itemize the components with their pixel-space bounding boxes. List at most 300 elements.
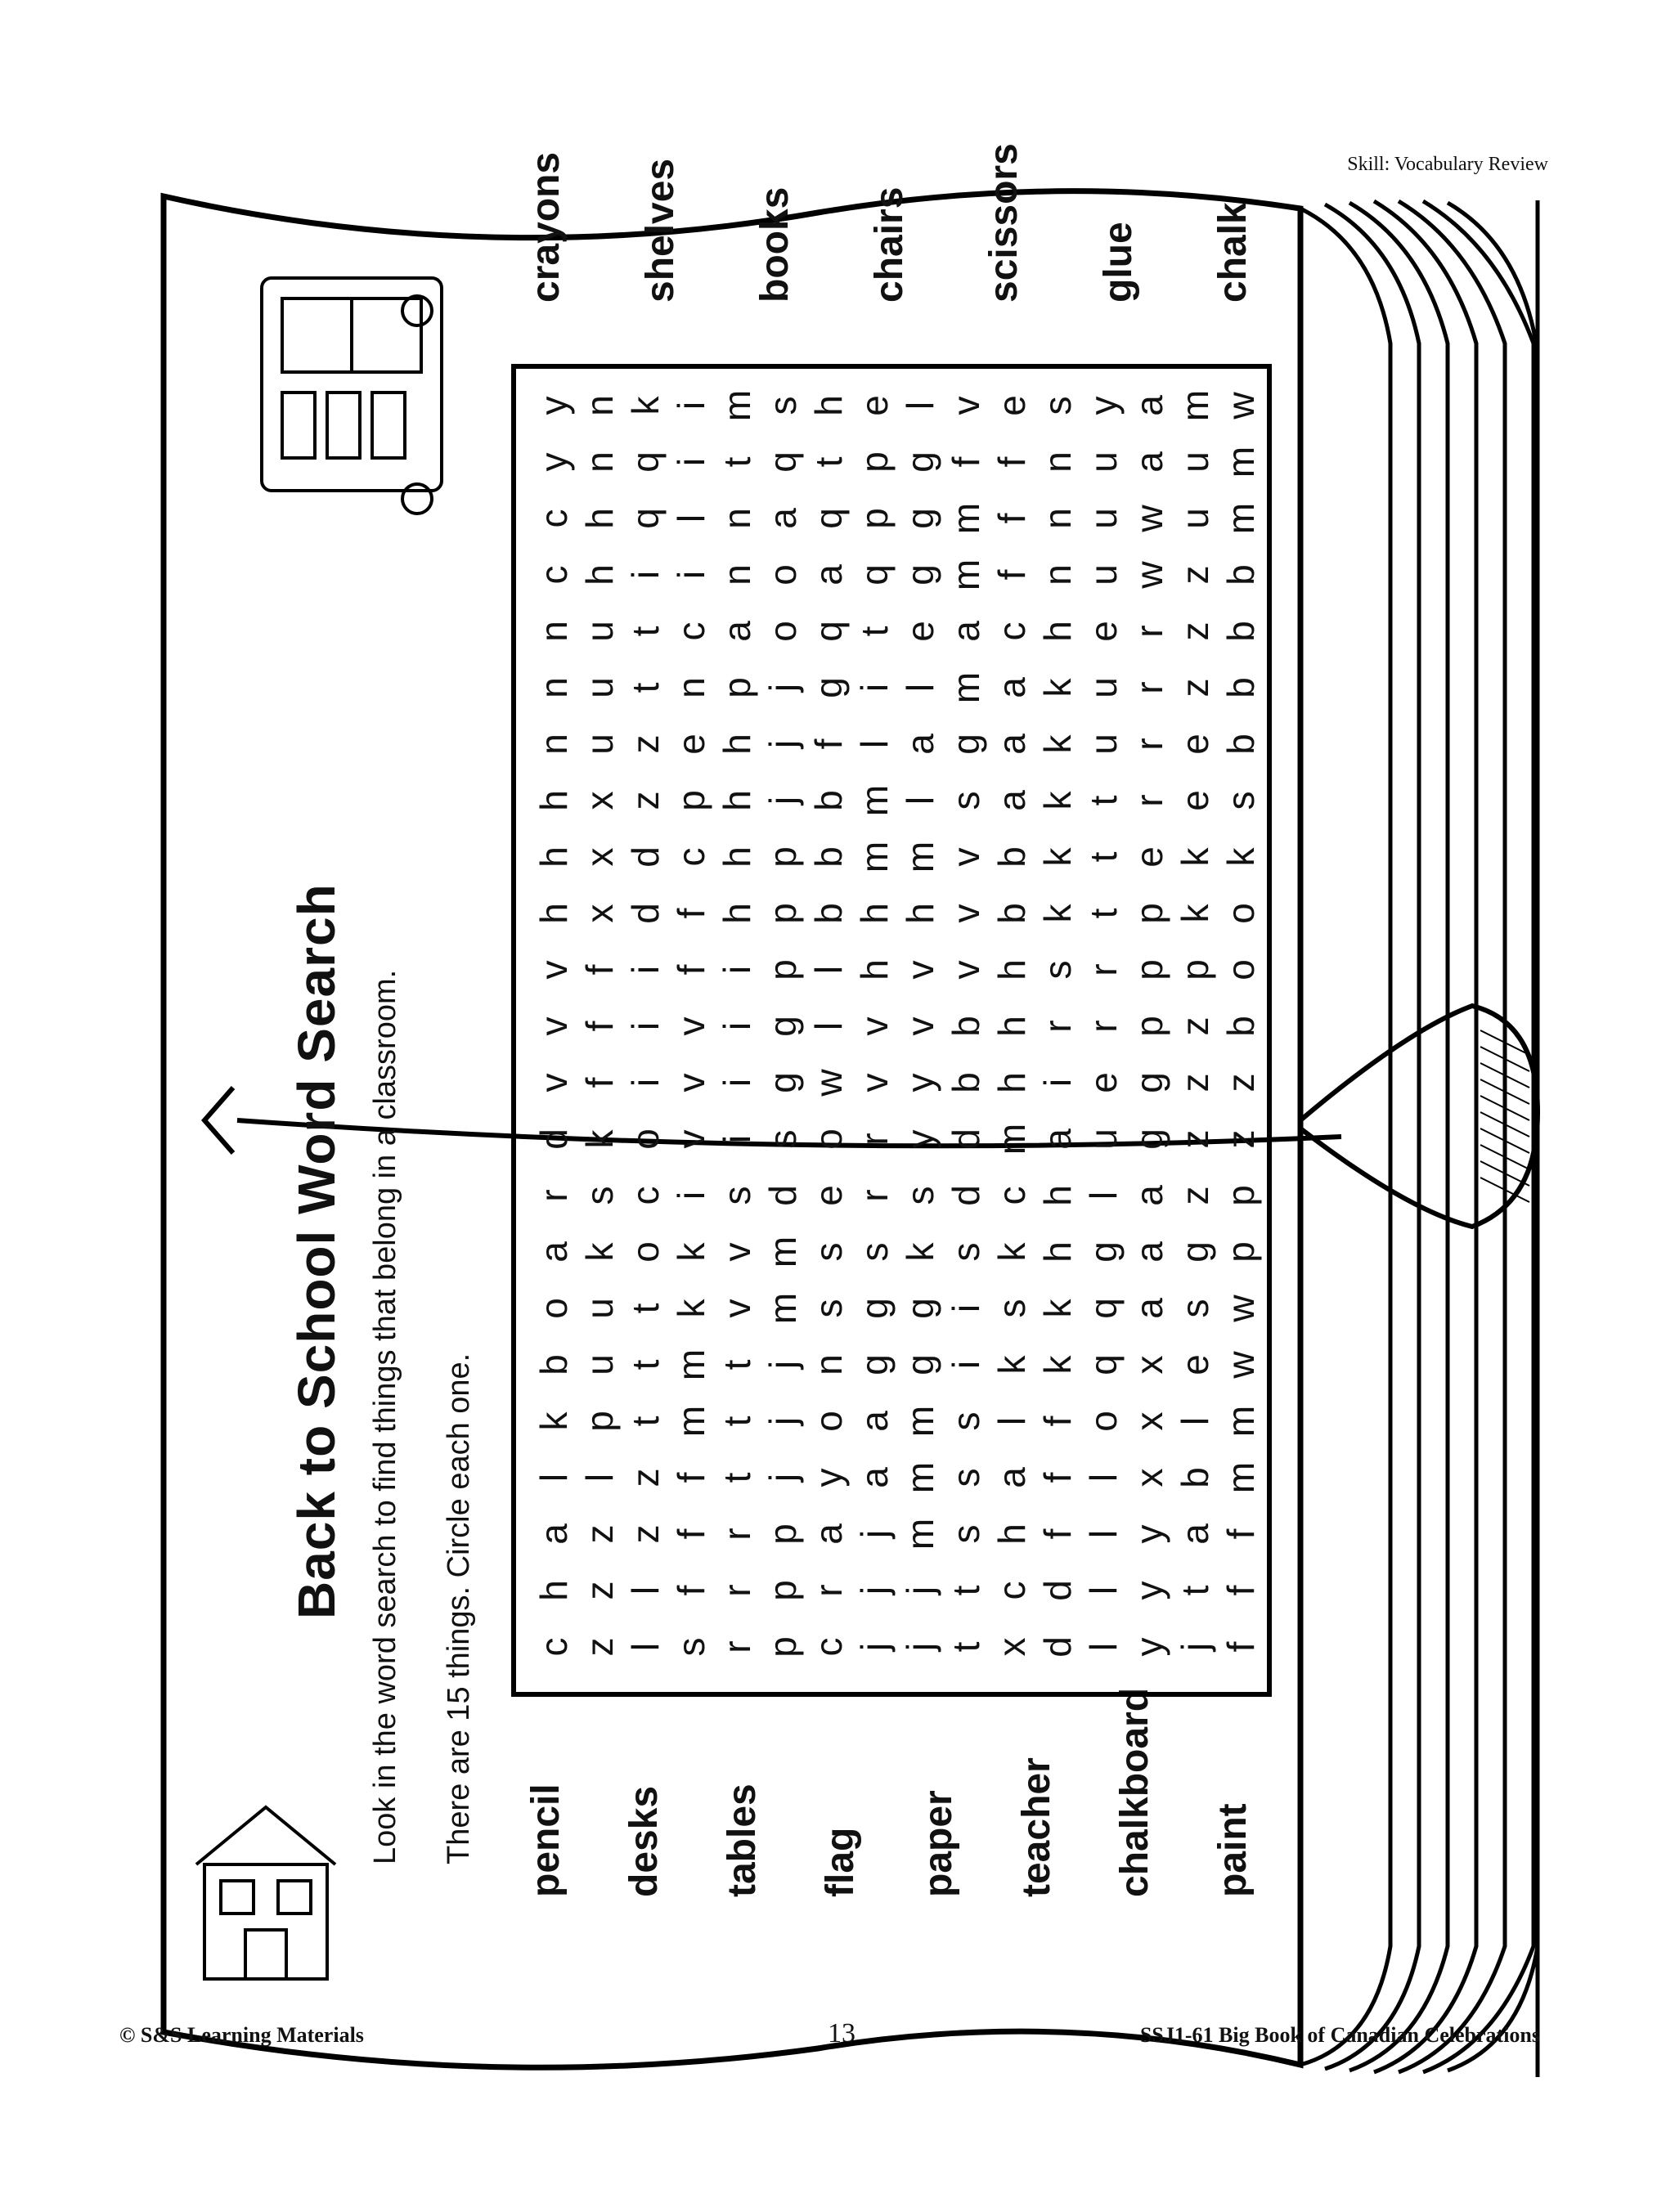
grid-letter[interactable]: u [578,1298,621,1319]
grid-letter[interactable]: k [1036,847,1079,867]
grid-letter[interactable]: n [716,564,758,586]
grid-letter[interactable]: g [761,1072,804,1093]
grid-letter[interactable]: k [1174,847,1216,867]
grid-letter[interactable]: a [1036,1128,1079,1150]
grid-letter[interactable]: s [945,1524,987,1544]
grid-letter[interactable]: f [670,1472,712,1483]
grid-letter[interactable]: k [1036,1355,1079,1375]
grid-letter[interactable]: b [1219,677,1262,698]
grid-letter[interactable]: z [1174,565,1216,585]
grid-letter[interactable]: p [853,508,896,529]
grid-letter[interactable]: i [624,1021,667,1031]
grid-letter[interactable]: s [990,1299,1033,1318]
grid-letter[interactable]: v [532,1016,575,1036]
grid-letter[interactable]: e [670,734,712,755]
grid-letter[interactable]: l [899,796,941,805]
grid-letter[interactable]: a [716,621,758,642]
grid-letter[interactable]: p [853,451,896,473]
grid-letter[interactable]: p [1128,903,1170,924]
grid-letter[interactable]: h [716,790,758,811]
grid-letter[interactable]: k [990,1242,1033,1262]
grid-letter[interactable]: z [1219,1073,1262,1093]
grid-letter[interactable]: t [1082,851,1125,863]
grid-letter[interactable]: e [807,1185,850,1206]
grid-letter[interactable]: s [899,1186,941,1205]
grid-letter[interactable]: p [1219,1241,1262,1263]
grid-letter[interactable]: b [990,903,1033,924]
grid-letter[interactable]: c [990,1581,1033,1600]
grid-letter[interactable]: h [899,903,941,924]
grid-letter[interactable]: y [1128,1524,1170,1544]
grid-letter[interactable]: p [1174,959,1216,980]
grid-letter[interactable]: v [899,960,941,980]
grid-letter[interactable]: c [532,1637,575,1657]
grid-letter[interactable]: a [899,734,941,755]
grid-letter[interactable]: h [532,903,575,924]
grid-letter[interactable]: b [532,1354,575,1375]
grid-letter[interactable]: x [1128,1468,1170,1487]
grid-letter[interactable]: a [945,621,987,642]
grid-letter[interactable]: g [761,1016,804,1037]
grid-letter[interactable]: d [761,1185,804,1206]
grid-letter[interactable]: s [945,1411,987,1431]
grid-letter[interactable]: f [1219,1528,1262,1540]
grid-letter[interactable]: p [1128,1016,1170,1037]
grid-letter[interactable]: c [670,621,712,641]
grid-letter[interactable]: g [1082,1241,1125,1263]
grid-letter[interactable]: m [761,1236,804,1268]
grid-letter[interactable]: w [1219,392,1262,420]
grid-letter[interactable]: t [945,1585,987,1596]
grid-letter[interactable]: f [1036,1528,1079,1540]
grid-letter[interactable]: a [990,734,1033,755]
grid-letter[interactable]: t [624,1359,667,1371]
grid-letter[interactable]: j [761,1473,804,1483]
grid-letter[interactable]: m [899,1461,941,1494]
grid-letter[interactable]: m [1219,446,1262,478]
grid-letter[interactable]: t [1082,908,1125,919]
grid-letter[interactable]: l [1082,1191,1125,1200]
grid-letter[interactable]: m [899,1405,941,1438]
grid-letter[interactable]: h [990,1072,1033,1093]
grid-letter[interactable]: b [807,903,850,924]
grid-letter[interactable]: a [807,1523,850,1545]
grid-letter[interactable]: l [624,1586,667,1595]
grid-letter[interactable]: i [716,1078,758,1088]
grid-letter[interactable]: m [853,841,896,873]
grid-letter[interactable]: m [899,1518,941,1550]
grid-letter[interactable]: f [1219,1641,1262,1653]
grid-letter[interactable]: g [853,1298,896,1319]
grid-letter[interactable]: a [761,508,804,529]
grid-letter[interactable]: r [853,1189,896,1202]
grid-letter[interactable]: v [716,1242,758,1262]
grid-letter[interactable]: i [716,1021,758,1031]
grid-letter[interactable]: a [853,1467,896,1488]
grid-letter[interactable]: m [899,841,941,873]
grid-letter[interactable]: c [807,1637,850,1657]
grid-letter[interactable]: b [1219,734,1262,755]
grid-letter[interactable]: z [1174,678,1216,698]
grid-letter[interactable]: g [807,677,850,698]
grid-letter[interactable]: i [670,570,712,580]
grid-letter[interactable]: h [716,903,758,924]
grid-letter[interactable]: x [578,847,621,867]
grid-letter[interactable]: k [1036,678,1079,698]
grid-letter[interactable]: o [1082,1411,1125,1432]
grid-letter[interactable]: r [532,1189,575,1202]
grid-letter[interactable]: g [853,1354,896,1375]
grid-letter[interactable]: e [1128,846,1170,868]
grid-letter[interactable]: n [532,677,575,698]
grid-letter[interactable]: u [1082,734,1125,755]
grid-letter[interactable]: k [670,1242,712,1262]
grid-letter[interactable]: t [624,682,667,693]
grid-letter[interactable]: o [624,1128,667,1150]
grid-letter[interactable]: v [945,960,987,980]
grid-letter[interactable]: r [1128,738,1170,751]
grid-letter[interactable]: h [578,508,621,529]
grid-letter[interactable]: t [716,456,758,468]
grid-letter[interactable]: j [853,1586,896,1595]
grid-letter[interactable]: s [945,791,987,810]
grid-letter[interactable]: l [578,1473,621,1483]
grid-letter[interactable]: h [990,959,1033,980]
grid-letter[interactable]: d [532,1128,575,1150]
grid-letter[interactable]: q [807,621,850,642]
grid-letter[interactable]: j [761,1416,804,1426]
grid-letter[interactable]: s [945,1242,987,1262]
grid-letter[interactable]: f [670,1585,712,1596]
grid-letter[interactable]: e [1082,621,1125,642]
grid-letter[interactable]: h [990,1523,1033,1545]
grid-letter[interactable]: v [945,904,987,923]
grid-letter[interactable]: j [761,1360,804,1370]
grid-letter[interactable]: x [578,904,621,923]
grid-letter[interactable]: o [807,1411,850,1432]
grid-letter[interactable]: l [1082,1529,1125,1539]
grid-letter[interactable]: k [1036,904,1079,923]
grid-letter[interactable]: i [853,683,896,693]
grid-letter[interactable]: o [1219,959,1262,980]
grid-letter[interactable]: r [716,1584,758,1597]
grid-letter[interactable]: w [1128,561,1170,589]
grid-letter[interactable]: c [532,565,575,585]
grid-letter[interactable]: m [1219,1405,1262,1438]
grid-letter[interactable]: q [853,564,896,586]
grid-letter[interactable]: b [945,1016,987,1037]
grid-letter[interactable]: k [1219,847,1262,867]
grid-letter[interactable]: h [532,790,575,811]
grid-letter[interactable]: s [716,1186,758,1205]
grid-letter[interactable]: m [945,502,987,535]
grid-letter[interactable]: g [1128,1072,1170,1093]
grid-letter[interactable]: d [1036,1580,1079,1601]
grid-letter[interactable]: s [670,1637,712,1657]
grid-letter[interactable]: n [1036,508,1079,529]
grid-letter[interactable]: l [899,401,941,411]
grid-letter[interactable]: b [1174,1467,1216,1488]
grid-letter[interactable]: x [578,791,621,810]
grid-letter[interactable]: j [1174,1642,1216,1652]
grid-letter[interactable]: l [1082,1473,1125,1483]
grid-letter[interactable]: m [990,1123,1033,1155]
grid-letter[interactable]: e [1174,1354,1216,1375]
grid-letter[interactable]: o [761,564,804,586]
grid-letter[interactable]: g [1174,1241,1216,1263]
grid-letter[interactable]: i [670,1191,712,1200]
grid-letter[interactable]: b [807,846,850,868]
grid-letter[interactable]: v [716,1299,758,1318]
grid-letter[interactable]: f [1219,1585,1262,1596]
grid-letter[interactable]: f [807,738,850,750]
grid-letter[interactable]: h [990,1016,1033,1037]
grid-letter[interactable]: p [761,903,804,924]
grid-letter[interactable]: h [578,564,621,586]
grid-letter[interactable]: i [716,965,758,975]
grid-letter[interactable]: h [1036,1185,1079,1206]
grid-letter[interactable]: z [1174,1016,1216,1036]
grid-letter[interactable]: r [807,1584,850,1597]
grid-letter[interactable]: e [899,621,941,642]
grid-letter[interactable]: u [1082,677,1125,698]
grid-letter[interactable]: h [1036,621,1079,642]
grid-letter[interactable]: i [624,965,667,975]
grid-letter[interactable]: t [853,626,896,637]
grid-letter[interactable]: x [1128,1355,1170,1375]
grid-letter[interactable]: p [761,1636,804,1658]
grid-letter[interactable]: f [670,908,712,919]
grid-letter[interactable]: n [807,1354,850,1375]
grid-letter[interactable]: k [990,1355,1033,1375]
grid-letter[interactable]: c [670,847,712,867]
grid-letter[interactable]: s [945,1468,987,1487]
grid-letter[interactable]: m [761,1292,804,1325]
grid-letter[interactable]: m [670,1348,712,1381]
grid-letter[interactable]: i [945,1303,987,1313]
grid-letter[interactable]: n [670,677,712,698]
grid-letter[interactable]: z [1174,1129,1216,1149]
grid-letter[interactable]: u [578,1354,621,1375]
grid-letter[interactable]: r [853,1133,896,1146]
grid-letter[interactable]: a [990,790,1033,811]
grid-letter[interactable]: s [1036,396,1079,415]
grid-letter[interactable]: h [532,846,575,868]
grid-letter[interactable]: v [899,1016,941,1036]
grid-letter[interactable]: q [761,451,804,473]
grid-letter[interactable]: g [899,451,941,473]
grid-letter[interactable]: h [853,903,896,924]
grid-letter[interactable]: f [670,1528,712,1540]
grid-letter[interactable]: k [1036,1299,1079,1318]
grid-letter[interactable]: t [945,1641,987,1653]
grid-letter[interactable]: r [716,1640,758,1653]
grid-letter[interactable]: k [624,396,667,415]
grid-letter[interactable]: l [1082,1642,1125,1652]
grid-letter[interactable]: a [1128,395,1170,416]
grid-letter[interactable]: k [578,1129,621,1149]
grid-letter[interactable]: i [670,457,712,467]
grid-letter[interactable]: n [578,451,621,473]
grid-letter[interactable]: w [807,1069,850,1097]
grid-letter[interactable]: t [1174,1585,1216,1596]
grid-letter[interactable]: t [716,1472,758,1483]
grid-letter[interactable]: p [1219,1185,1262,1206]
grid-letter[interactable]: p [716,677,758,698]
grid-letter[interactable]: l [853,739,896,749]
grid-letter[interactable]: k [1036,734,1079,754]
grid-letter[interactable]: v [945,847,987,867]
grid-letter[interactable]: s [1219,791,1262,810]
grid-letter[interactable]: k [1036,791,1079,810]
grid-letter[interactable]: h [807,395,850,416]
grid-letter[interactable]: g [899,508,941,529]
grid-letter[interactable]: f [1036,1472,1079,1483]
grid-letter[interactable]: i [624,570,667,580]
grid-letter[interactable]: p [578,1411,621,1432]
grid-letter[interactable]: u [1082,451,1125,473]
grid-letter[interactable]: s [761,396,804,415]
grid-letter[interactable]: m [670,1405,712,1438]
grid-letter[interactable]: b [1219,564,1262,586]
grid-letter[interactable]: s [1174,1299,1216,1318]
grid-letter[interactable]: c [990,1186,1033,1205]
grid-letter[interactable]: s [853,1242,896,1262]
grid-letter[interactable]: a [1128,451,1170,473]
grid-letter[interactable]: v [853,1016,896,1036]
grid-letter[interactable]: f [990,513,1033,524]
grid-letter[interactable]: j [761,739,804,749]
grid-letter[interactable]: k [532,1411,575,1431]
grid-letter[interactable]: n [532,734,575,755]
grid-letter[interactable]: q [624,451,667,473]
grid-letter[interactable]: l [990,1416,1033,1426]
grid-letter[interactable]: w [1219,1294,1262,1322]
grid-letter[interactable]: g [899,1354,941,1375]
grid-letter[interactable]: x [990,1637,1033,1657]
grid-letter[interactable]: j [899,1642,941,1652]
grid-letter[interactable]: o [807,1128,850,1150]
grid-letter[interactable]: m [1219,1461,1262,1494]
grid-letter[interactable]: k [899,1242,941,1262]
grid-letter[interactable]: y [1082,396,1125,415]
grid-letter[interactable]: t [1082,795,1125,806]
grid-letter[interactable]: l [807,965,850,975]
grid-letter[interactable]: l [624,1642,667,1652]
grid-letter[interactable]: p [1128,959,1170,980]
grid-letter[interactable]: f [578,964,621,976]
grid-letter[interactable]: j [899,1586,941,1595]
grid-letter[interactable]: d [1036,1636,1079,1658]
grid-letter[interactable]: w [1128,505,1170,532]
grid-letter[interactable]: u [1174,451,1216,473]
grid-letter[interactable]: k [578,1242,621,1262]
grid-letter[interactable]: z [624,1524,667,1544]
grid-letter[interactable]: v [670,1016,712,1036]
grid-letter[interactable]: g [1128,1128,1170,1150]
grid-letter[interactable]: z [624,734,667,754]
grid-letter[interactable]: m [945,559,987,591]
grid-letter[interactable]: e [1174,734,1216,755]
grid-letter[interactable]: k [670,1299,712,1318]
grid-letter[interactable]: y [532,452,575,472]
grid-letter[interactable]: m [1174,389,1216,422]
grid-letter[interactable]: c [532,509,575,528]
grid-letter[interactable]: c [990,621,1033,641]
grid-letter[interactable]: u [578,677,621,698]
grid-letter[interactable]: g [945,734,987,755]
grid-letter[interactable]: d [945,1128,987,1150]
grid-letter[interactable]: z [1219,1129,1262,1149]
grid-letter[interactable]: u [1082,1128,1125,1150]
grid-letter[interactable]: l [1082,1586,1125,1595]
grid-letter[interactable]: o [761,621,804,642]
grid-letter[interactable]: e [1082,1072,1125,1093]
grid-letter[interactable]: h [716,734,758,755]
grid-letter[interactable]: f [670,964,712,976]
grid-letter[interactable]: t [716,1359,758,1371]
grid-letter[interactable]: q [807,508,850,529]
grid-letter[interactable]: v [670,1073,712,1093]
grid-letter[interactable]: s [578,1186,621,1205]
grid-letter[interactable]: w [1219,1351,1262,1379]
grid-letter[interactable]: o [1219,903,1262,924]
grid-letter[interactable]: r [1036,1020,1079,1033]
grid-letter[interactable]: s [1036,960,1079,980]
grid-letter[interactable]: n [1036,451,1079,473]
grid-letter[interactable]: b [807,790,850,811]
grid-letter[interactable]: h [1036,1241,1079,1263]
grid-letter[interactable]: r [1128,794,1170,807]
grid-letter[interactable]: p [761,846,804,868]
grid-letter[interactable]: z [1174,621,1216,641]
grid-letter[interactable]: h [716,846,758,868]
grid-letter[interactable]: b [990,846,1033,868]
grid-letter[interactable]: r [716,1528,758,1541]
grid-letter[interactable]: y [1128,1581,1170,1600]
grid-letter[interactable]: v [532,960,575,980]
grid-letter[interactable]: h [532,1580,575,1601]
grid-letter[interactable]: y [807,1468,850,1487]
grid-letter[interactable]: n [578,395,621,416]
grid-letter[interactable]: q [1082,1298,1125,1319]
grid-letter[interactable]: m [716,389,758,422]
grid-letter[interactable]: f [578,1021,621,1032]
grid-letter[interactable]: l [532,1473,575,1483]
grid-letter[interactable]: l [1174,1416,1216,1426]
grid-letter[interactable]: a [1128,1241,1170,1263]
grid-letter[interactable]: t [624,626,667,637]
grid-letter[interactable]: l [807,1021,850,1031]
grid-letter[interactable]: o [532,1298,575,1319]
grid-letter[interactable]: f [1036,1416,1079,1427]
grid-letter[interactable]: s [807,1299,850,1318]
grid-letter[interactable]: q [624,508,667,529]
grid-letter[interactable]: k [1174,904,1216,923]
grid-letter[interactable]: c [624,1186,667,1205]
grid-letter[interactable]: z [578,1637,621,1657]
grid-letter[interactable]: p [670,790,712,811]
grid-letter[interactable]: p [761,1523,804,1545]
grid-letter[interactable]: d [624,846,667,868]
grid-letter[interactable]: j [853,1529,896,1539]
grid-letter[interactable]: g [899,1298,941,1319]
grid-letter[interactable]: r [1128,625,1170,638]
grid-letter[interactable]: i [945,1360,987,1370]
grid-letter[interactable]: s [761,1129,804,1149]
grid-letter[interactable]: v [853,1073,896,1093]
grid-letter[interactable]: h [853,959,896,980]
